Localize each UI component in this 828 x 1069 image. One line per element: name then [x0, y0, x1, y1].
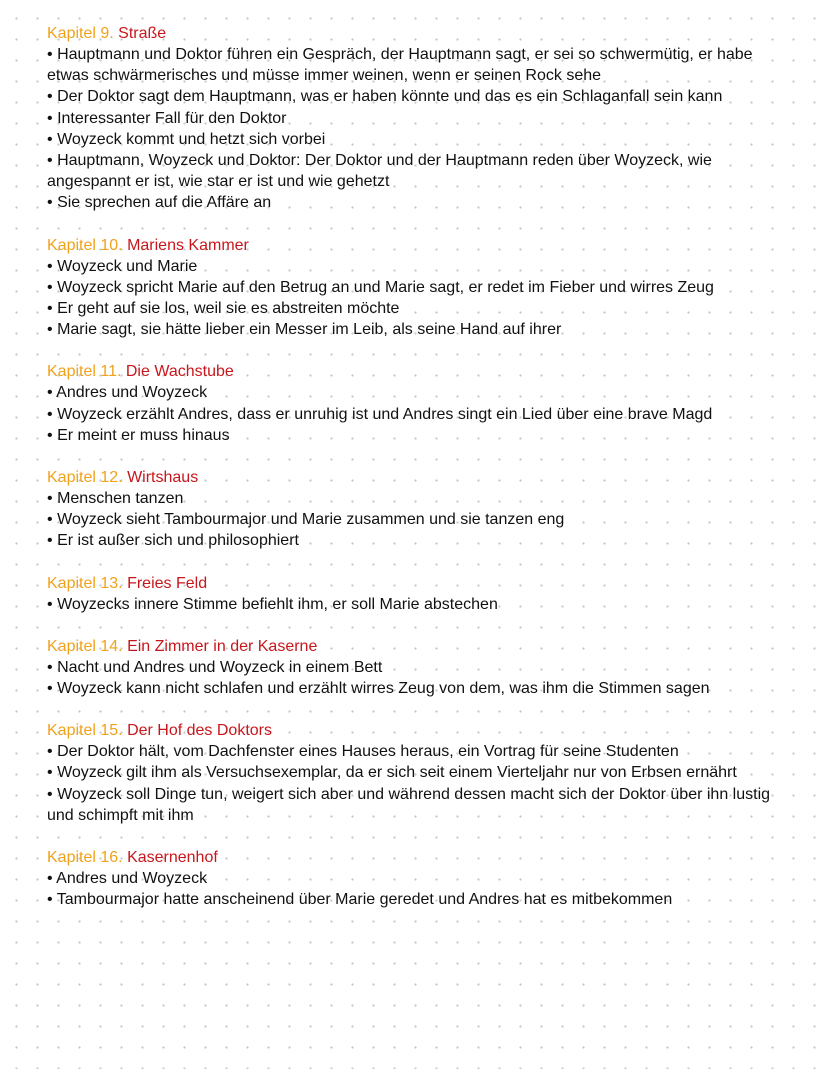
bullet-symbol: • — [47, 891, 53, 909]
bullet-text: Er ist außer sich und philosophiert — [57, 532, 299, 550]
bullet-text: Woyzeck sieht Tambourmajor und Marie zusammen und sie tanzen eng — [57, 511, 565, 529]
bullet-item — [47, 150, 777, 192]
bullet-text: Der Doktor sagt dem Hauptmann, was er haben könnte und das es ein Schlaganfall sein kann — [57, 88, 723, 106]
bullet-item — [47, 594, 777, 615]
bullet-text: Woyzeck gilt ihm als Versuchsexemplar, da er sich seit einem Vierteljahr nur von Erbsen ernährt — [57, 764, 737, 782]
chapter-number: Kapitel 11. — [47, 363, 122, 381]
bullet-symbol: • — [47, 194, 53, 212]
bullet-symbol: • — [47, 257, 53, 275]
bullet-text: Der Doktor hält, vom Dachfenster eines Hauses heraus, ein Vortrag für seine Studenten — [57, 743, 679, 761]
bullet-text: Interessanter Fall für den Doktor — [57, 109, 287, 127]
bullet-list — [47, 594, 777, 615]
bullet-symbol: • — [47, 870, 53, 888]
chapter-heading — [47, 467, 777, 488]
chapter-title: Die Wachstube — [125, 363, 234, 381]
bullet-list — [47, 741, 777, 826]
bullet-text: Er geht auf sie los, weil sie es abstreiten möchte — [57, 300, 400, 318]
bullet-item — [47, 784, 777, 826]
chapter-number: Kapitel 14. — [47, 637, 123, 655]
bullet-item — [47, 678, 777, 699]
bullet-symbol: • — [47, 426, 53, 444]
bullet-text: Woyzeck soll Dinge tun, weigert sich aber und während dessen macht sich der Doktor über ihn lustig und schimpft mit ihm — [47, 785, 771, 824]
bullet-item — [47, 382, 777, 403]
bullet-text: Woyzeck und Marie — [57, 257, 198, 275]
chapter-heading — [47, 23, 777, 44]
chapter-title: Ein Zimmer in der Kaserne — [127, 637, 318, 655]
bullet-text: Er meint er muss hinaus — [57, 426, 230, 444]
bullet-text: Hauptmann und Doktor führen ein Gespräch, der Hauptmann sagt, er sei so schwermütig, er habe etwas schwärmerisches und müsse immer weinen, wenn er seinen Rock sehe — [47, 46, 753, 85]
bullet-symbol: • — [47, 152, 53, 170]
bullet-item — [47, 277, 777, 298]
bullet-item — [47, 889, 777, 910]
bullet-item — [47, 530, 777, 551]
bullet-item — [47, 298, 777, 319]
bullet-item — [47, 509, 777, 530]
bullet-text: Woyzeck kann nicht schlafen und erzählt wirres Zeug von dem, was ihm die Stimmen sagen — [57, 680, 710, 698]
bullet-text: Woyzeck kommt und hetzt sich vorbei — [57, 130, 326, 148]
chapter-title: Freies Feld — [127, 574, 208, 592]
bullet-text: Hauptmann, Woyzeck und Doktor: Der Doktor und der Hauptmann reden über Woyzeck, wie angespannt er ist, wie star er ist und wie gehetzt — [47, 152, 712, 191]
bullet-text: Andres und Woyzeck — [56, 384, 208, 402]
bullet-item — [47, 129, 777, 150]
chapter-title: Wirtshaus — [127, 469, 199, 487]
bullet-symbol: • — [47, 743, 53, 761]
bullet-text: Andres und Woyzeck — [56, 870, 208, 888]
bullet-text: Woyzecks innere Stimme befiehlt ihm, er soll Marie abstechen — [57, 595, 498, 613]
bullet-text: Menschen tanzen — [57, 490, 184, 508]
bullet-item — [47, 404, 777, 425]
bullet-item — [47, 44, 777, 86]
bullet-symbol: • — [47, 680, 53, 698]
bullet-text: Nacht und Andres und Woyzeck in einem Bett — [57, 658, 383, 676]
bullet-item — [47, 108, 777, 129]
bullet-symbol: • — [47, 300, 53, 318]
bullet-item — [47, 488, 777, 509]
chapter-title: Der Hof des Doktors — [127, 722, 272, 740]
bullet-symbol: • — [47, 46, 53, 63]
chapter-number: Kapitel 9. — [47, 25, 114, 42]
chapter-12 — [47, 467, 777, 552]
chapter-14 — [47, 636, 777, 699]
bullet-symbol: • — [47, 490, 53, 508]
bullet-symbol: • — [47, 278, 53, 296]
chapter-heading — [47, 573, 777, 594]
bullet-item — [47, 86, 777, 107]
bullet-symbol: • — [47, 321, 53, 339]
bullet-item — [47, 192, 777, 213]
bullet-list — [47, 256, 777, 341]
chapter-number: Kapitel 12. — [47, 469, 123, 487]
chapter-heading — [47, 636, 777, 657]
bullet-symbol: • — [47, 384, 53, 402]
chapter-number: Kapitel 13. — [47, 574, 123, 592]
bullet-symbol: • — [47, 764, 53, 782]
bullet-text: Marie sagt, sie hätte lieber ein Messer im Leib, als seine Hand auf ihrer — [57, 321, 562, 339]
chapter-10 — [47, 235, 777, 341]
bullet-item — [47, 319, 777, 340]
bullet-symbol: • — [47, 109, 53, 127]
bullet-list — [47, 382, 777, 446]
bullet-symbol: • — [47, 785, 53, 803]
chapter-title: Kasernenhof — [127, 849, 218, 867]
chapter-15 — [47, 720, 777, 826]
bullet-text: Woyzeck erzählt Andres, dass er unruhig ist und Andres singt ein Lied über eine brave Magd — [57, 405, 713, 423]
chapter-16 — [47, 847, 777, 910]
chapter-heading — [47, 720, 777, 741]
bullet-symbol: • — [47, 130, 53, 148]
bullet-list — [47, 657, 777, 699]
bullet-item — [47, 256, 777, 277]
chapter-9 — [47, 23, 777, 214]
bullet-symbol: • — [47, 88, 53, 106]
bullet-symbol: • — [47, 532, 53, 550]
chapter-heading — [47, 847, 777, 868]
chapter-title: Mariens Kammer — [127, 236, 249, 254]
bullet-text: Sie sprechen auf die Affäre an — [57, 194, 272, 212]
bullet-item — [47, 868, 777, 889]
bullet-item — [47, 762, 777, 783]
bullet-list — [47, 488, 777, 552]
bullet-symbol: • — [47, 595, 53, 613]
bullet-item — [47, 657, 777, 678]
chapter-title: Straße — [118, 25, 167, 42]
bullet-symbol: • — [47, 511, 53, 529]
chapter-11 — [47, 361, 777, 446]
bullet-item — [47, 741, 777, 762]
chapter-heading — [47, 235, 777, 256]
chapter-13 — [47, 573, 777, 615]
notes-page — [47, 23, 777, 931]
chapter-heading — [47, 361, 777, 382]
chapter-number: Kapitel 10. — [47, 236, 123, 254]
bullet-item — [47, 425, 777, 446]
bullet-text: Tambourmajor hatte anscheinend über Marie geredet und Andres hat es mitbekommen — [56, 891, 673, 909]
bullet-symbol: • — [47, 658, 53, 676]
bullet-list — [47, 44, 777, 214]
chapter-number: Kapitel 15. — [47, 722, 123, 740]
chapter-number: Kapitel 16. — [47, 849, 123, 867]
bullet-text: Woyzeck spricht Marie auf den Betrug an und Marie sagt, er redet im Fieber und wirres Zeug — [57, 278, 714, 296]
bullet-list — [47, 868, 777, 910]
bullet-symbol: • — [47, 405, 53, 423]
